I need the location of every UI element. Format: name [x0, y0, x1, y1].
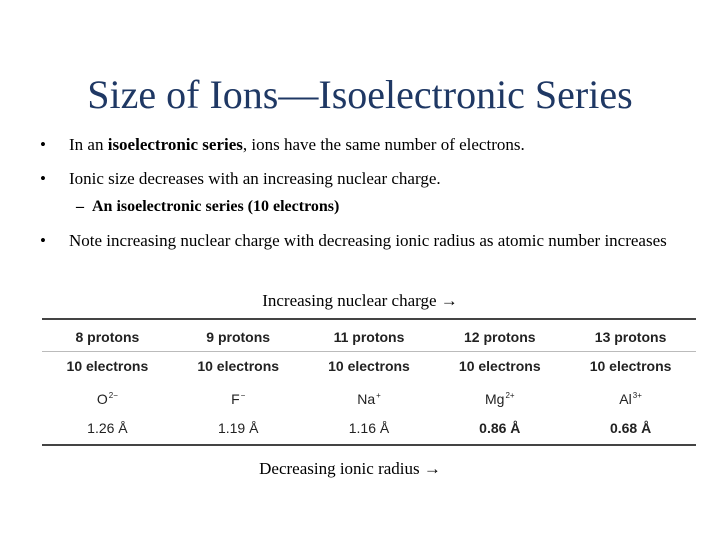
table-divider: [42, 351, 696, 352]
bullet-text: [69, 133, 680, 157]
bullet-text: Ionic size decreases with an increasing nuclear charge.: [69, 169, 441, 188]
bullet-marker: •: [40, 231, 46, 250]
table-cell-radius: 1.16 Å: [348, 420, 390, 436]
bullet-text-part: , ions have the same number of electrons.: [242, 135, 525, 154]
table-cell-electrons: 10 electrons: [328, 358, 410, 374]
sub-bullet-series: [76, 196, 339, 218]
ion-symbol: Mg: [485, 391, 505, 407]
caption-decreasing-radius: Decreasing ionic radius →: [259, 459, 441, 478]
table-cell-radius: 1.26 Å: [87, 420, 128, 436]
bullet-text: Note increasing nuclear charge with decreasing ionic radius as atomic number increases: [69, 231, 667, 250]
caption-increasing-charge: Increasing nuclear charge →: [262, 291, 458, 310]
table-cell-ion: [173, 383, 304, 409]
ion-charge: −: [240, 391, 246, 400]
bullet-nuclear-charge-note: [40, 229, 680, 253]
sub-bullet-dash: –: [76, 198, 84, 215]
ion-charge: 3+: [632, 391, 642, 400]
ion-symbol: Na: [357, 391, 376, 407]
table-cell-ion: [434, 383, 565, 409]
bullet-text-part: In an: [69, 135, 108, 154]
table-cell-electrons: 10 electrons: [458, 358, 541, 374]
table-cell-electrons: 10 electrons: [197, 358, 280, 374]
table-cell-protons: 8 protons: [75, 329, 140, 345]
table-cell-electrons: 10 electrons: [589, 358, 672, 374]
table-cell-radius: 0.86 Å: [479, 420, 521, 436]
ion-charge: 2−: [108, 391, 118, 400]
table-cell-radius: 0.68 Å: [609, 420, 652, 436]
ion-symbol: O: [96, 391, 108, 407]
table-cell-protons: 9 protons: [206, 329, 271, 345]
table-cell-protons: 11 protons: [333, 329, 405, 345]
table-row-protons: [42, 324, 696, 350]
slide-title: Size of Ions—Isoelectronic Series: [87, 72, 633, 117]
table-row-radii: [42, 415, 696, 441]
table-cell-ion: [42, 383, 173, 409]
ion-symbol: Al: [619, 391, 632, 407]
ion-symbol: F: [231, 391, 240, 407]
ion-charge: +: [376, 391, 381, 400]
isoelectronic-table: [42, 318, 696, 446]
table-row-electrons: [42, 353, 696, 379]
ion-charge: 2+: [505, 391, 515, 400]
table-cell-protons: 13 protons: [594, 329, 667, 345]
table-row-ions: [42, 383, 696, 409]
bullet-marker: •: [40, 135, 46, 154]
table-cell-protons: 12 protons: [464, 329, 536, 345]
bullet-marker: •: [40, 169, 46, 188]
bullet-isoelectronic-definition: [40, 133, 680, 157]
table-cell-ion: [304, 383, 435, 409]
table-cell-radius: 1.19 Å: [217, 420, 259, 436]
bullet-text-bold-term: isoelectronic series: [107, 135, 243, 154]
bullet-ionic-size: [40, 167, 680, 191]
table-cell-electrons: 10 electrons: [66, 358, 149, 374]
sub-bullet-text: An isoelectronic series (10 electrons): [92, 198, 340, 215]
table-cell-ion: [565, 383, 696, 409]
